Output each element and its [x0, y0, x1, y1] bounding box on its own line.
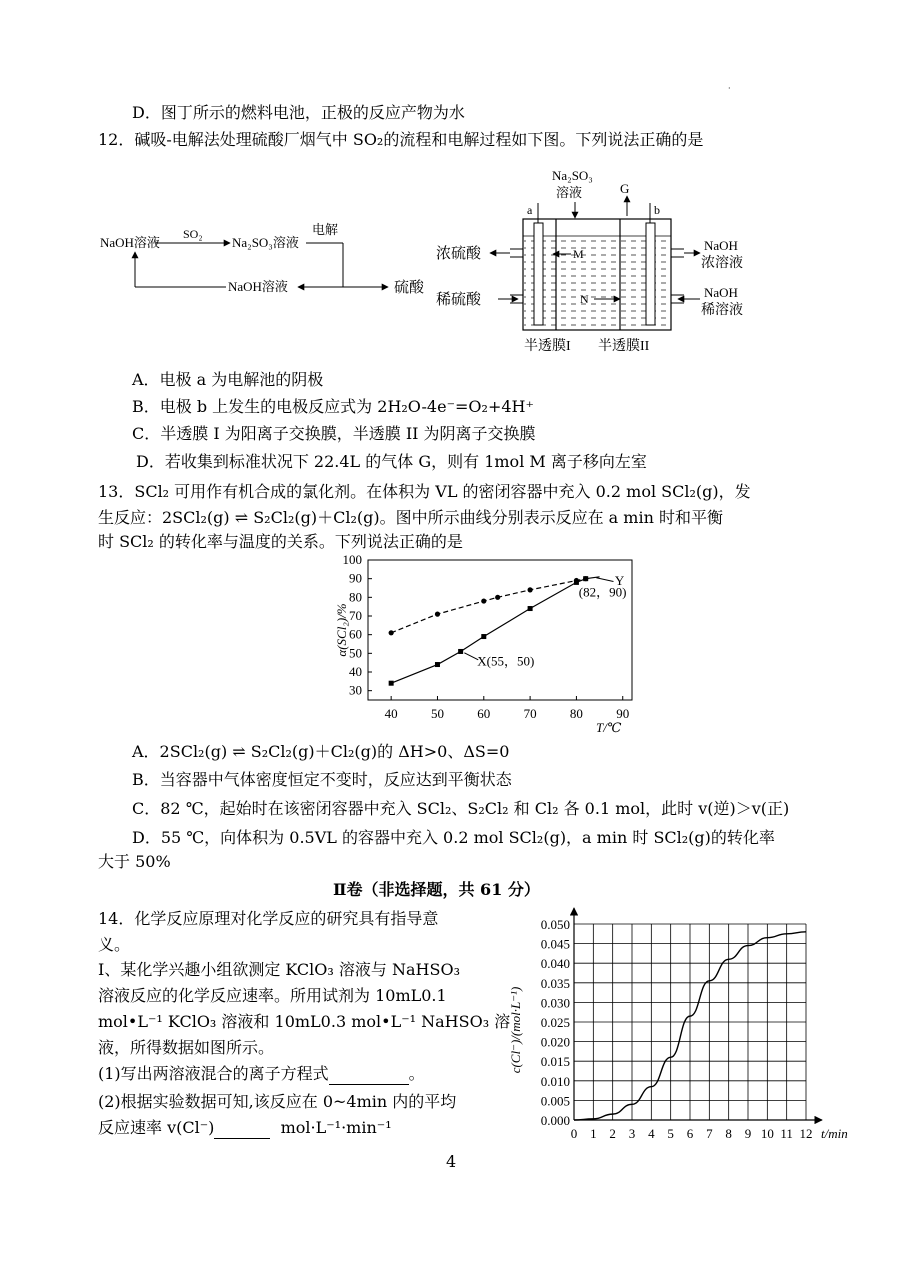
cell-na2so3-label: Na₂SO₃	[552, 168, 593, 183]
q13-option-c: C．82 ℃，起始时在该密闭容器中充入 SCl₂、S₂Cl₂ 和 Cl₂ 各 0.1 mol，此时 v(逆)＞v(正)	[132, 799, 790, 818]
q14-line-2: 义。	[98, 935, 131, 954]
q13-option-a: A．2SCl₂(g) ⇌ S₂Cl₂(g)＋Cl₂(g)的 ΔH>0、ΔS=0	[132, 742, 510, 761]
flow-na2so3-label: Na₂SO₃溶液	[232, 235, 299, 250]
q12-option-b: B．电极 b 上发生的电极反应式为 2H₂O-4e⁻=O₂+4H⁺	[132, 397, 534, 416]
c2-y-tick-label: 0.010	[540, 1073, 570, 1089]
cell-ion-n-label: N	[580, 292, 589, 306]
c1-y-tick-label: 100	[342, 552, 362, 567]
c2-y-tick-label: 0.005	[540, 1093, 570, 1109]
c2-y-tick-label: 0.025	[540, 1015, 570, 1030]
page-number: 4	[446, 1152, 457, 1171]
flow-so2-label: SO₂	[183, 227, 203, 241]
cell-electrode-b-label: b	[654, 203, 660, 217]
c1-y-tick-label: 80	[349, 589, 362, 605]
q13-option-d-line1: D．55 ℃，向体积为 0.5VL 的容器中充入 0.2 mol SCl₂(g)，a min 时 SCl₂(g)的转化率	[132, 828, 775, 847]
cell-dilute-solution-label: 稀溶液	[701, 303, 743, 318]
q14-part2-unit: mol·L⁻¹·min⁻¹	[280, 1118, 392, 1137]
q11-option-d: D．图丁所示的燃料电池，正极的反应产物为水	[132, 103, 465, 122]
section-2-title: Ⅱ卷（非选择题，共 61 分）	[333, 880, 540, 899]
q12-option-a: A．电极 a 为电解池的阴极	[132, 370, 324, 389]
cell-conc-acid-label: 浓硫酸	[436, 246, 482, 262]
c2-x-tick-label: 11	[780, 1126, 793, 1141]
c2-x-tick-label: 0	[570, 1126, 578, 1141]
c2-y-tick-label: 0.015	[540, 1054, 570, 1070]
c1-y-tick-label: 40	[349, 664, 362, 679]
c1-y-tick-label: 60	[349, 626, 362, 642]
q14-line-1: 14．化学反应原理对化学反应的研究具有指导意	[98, 909, 439, 928]
cell-solution-label: 溶液	[556, 185, 583, 200]
c1-x-tick-label: 60	[477, 706, 491, 721]
q14-line-5: mol•L⁻¹ KClO₃ 溶液和 10mL0.3 mol•L⁻¹ NaHSO₃ 溶	[98, 1012, 511, 1031]
c2-x-tick-label: 5	[667, 1126, 674, 1141]
q14-part1-end: 。	[408, 1064, 425, 1083]
q12-stem: 12．碱吸-电解法处理硫酸厂烟气中 SO₂的流程和电解过程如下图。下列说法正确的是	[98, 130, 704, 149]
cell-membrane-1-label: 半透膜I	[524, 339, 571, 354]
q13-option-b: B．当容器中气体密度恒定不变时，反应达到平衡状态	[132, 770, 512, 789]
c2-y-tick-label: 0.045	[540, 936, 570, 952]
c2-y-tick-label: 0.050	[540, 917, 570, 932]
c2-y-tick-label: 0.000	[540, 1113, 570, 1128]
q13-option-d-line2: 大于 50%	[98, 852, 171, 871]
c1-annot-82-90: (82，90)	[578, 584, 627, 600]
q14-part1-text: (1)写出两溶液混合的离子方程式	[98, 1064, 329, 1083]
c1-y-tick-label: 50	[349, 645, 362, 661]
c1-x-tick-label: 90	[616, 706, 630, 721]
c2-x-tick-label: 1	[590, 1126, 597, 1141]
c2-x-tick-label: 4	[648, 1126, 655, 1141]
cell-electrode-a-label: a	[527, 203, 533, 217]
q12-option-d: D．若收集到标准状况下 22.4L 的气体 G，则有 1mol M 离子移向左室	[136, 452, 647, 471]
cell-naoh-right1-label: NaOH	[704, 238, 738, 253]
c2-x-tick-label: 7	[706, 1126, 713, 1141]
q14-line-6: 液，所得数据如图所示。	[98, 1038, 275, 1057]
cell-gas-g-label: G	[620, 181, 630, 196]
q12-option-c: C．半透膜 I 为阳离子交换膜，半透膜 II 为阴离子交换膜	[132, 424, 536, 443]
c2-x-tick-label: 9	[744, 1126, 752, 1141]
cell-conc-solution-label: 浓溶液	[701, 256, 743, 271]
corner-mark: ·	[728, 84, 731, 93]
c2-y-tick-label: 0.030	[540, 995, 570, 1011]
flow-electrolysis-label: 电解	[312, 222, 339, 237]
c2-x-tick-label: 2	[609, 1126, 616, 1141]
c1-x-axis-title: T/℃	[596, 720, 622, 735]
c1-y-tick-label: 30	[349, 682, 362, 698]
q14-part2-text: 反应速率 v(Cl⁻)	[98, 1118, 215, 1137]
cell-naoh-right2-label: NaOH	[704, 285, 738, 300]
c2-y-tick-label: 0.020	[540, 1034, 570, 1050]
q13-stem-line3: 时 SCl₂ 的转化率与温度的关系。下列说法正确的是	[98, 532, 463, 551]
c1-y-tick-label: 70	[349, 608, 362, 623]
c2-y-axis-title: c(Cl⁻)/(mol·L⁻¹)	[508, 986, 523, 1074]
c1-x-tick-label: 50	[430, 706, 444, 721]
flow-sulfuric-acid-label: 硫酸	[394, 280, 425, 296]
c1-x-tick-label: 70	[523, 706, 537, 721]
q13-stem-line2: 生反应：2SCl₂(g) ⇌ S₂Cl₂(g)＋Cl₂(g)。图中所示曲线分别表示反应在 a min 时和平衡	[98, 508, 723, 527]
c1-y-tick-label: 90	[349, 570, 362, 586]
c1-x-tick-label: 40	[384, 706, 398, 721]
c2-y-tick-label: 0.035	[540, 975, 570, 991]
c2-x-tick-label: 12	[799, 1126, 813, 1141]
c1-x-tick-label: 80	[569, 706, 583, 721]
cell-dilute-acid-label: 稀硫酸	[436, 292, 482, 308]
c2-x-tick-label: 8	[725, 1126, 732, 1141]
c2-y-tick-label: 0.040	[540, 956, 570, 972]
q14-line-4: 溶液反应的化学反应速率。所用试剂为 10mL0.1	[98, 986, 447, 1005]
c2-x-tick-label: 10	[760, 1126, 774, 1141]
c2-x-tick-label: 6	[686, 1126, 694, 1141]
c1-annot-x: X(55，50)	[477, 653, 535, 669]
flow-naoh-return-label: NaOH溶液	[228, 279, 288, 294]
cell-ion-m-label: M	[573, 247, 584, 261]
cell-membrane-2-label: 半透膜II	[598, 339, 650, 354]
q13-stem-line1: 13．SCl₂ 可用作有机合成的氯化剂。在体积为 VL 的密闭容器中充入 0.2 mol SCl₂(g)，发	[98, 482, 751, 501]
c1-y-axis-title: α(SCl₂)/%	[334, 603, 349, 657]
c1-annot-y: Y	[614, 573, 625, 589]
q14-part2-line1: (2)根据实验数据可知,该反应在 0~4min 内的平均	[98, 1092, 457, 1111]
flow-naoh-label: NaOH溶液	[100, 235, 160, 250]
q14-line-3: I、某化学兴趣小组欲测定 KClO₃ 溶液与 NaHSO₃	[98, 960, 460, 979]
c2-x-tick-label: 3	[628, 1126, 636, 1141]
c2-x-axis-title: t/min	[821, 1126, 848, 1141]
